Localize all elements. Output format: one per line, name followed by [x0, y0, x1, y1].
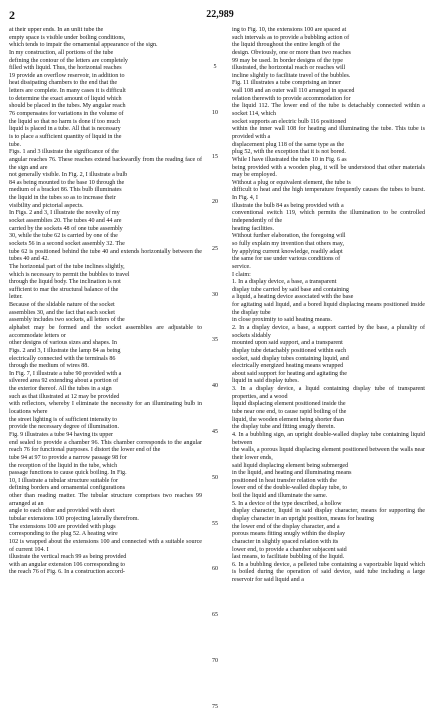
line-number-gutter	[205, 27, 225, 713]
line-number: 20	[212, 199, 218, 205]
line-number: 60	[212, 566, 218, 572]
line-number: 45	[212, 429, 218, 435]
line-number: 75	[212, 704, 218, 710]
line-number: 70	[212, 658, 218, 664]
line-number: 5	[213, 64, 217, 70]
line-number: 35	[212, 337, 218, 343]
line-number: 30	[212, 292, 218, 298]
line-number: 55	[212, 521, 218, 527]
line-number: 25	[212, 246, 218, 252]
patent-number: 22,989	[206, 9, 234, 20]
right-column-text: ing to Fig. 10, the extensions 100 are spaced at such intervals as to provide a bubbling action of the liquid throughout the entire length of the design. Obviously, one or more than two reaches 99 may be used. In border designs of the type illustrated, the horizontal reach or reaches will incline slightly to facilitate travel of the bubbles. Fig. 11 illustrates a tube comprising an inner wall 108 and an outer wall 110 arranged in spaced relation therewith to provide accommodation for the liquid 112. The lower end of the tube is detachably connected within a socket 114, which socket supports an electric bulb 116 positioned within the inner wall 108 for heating and illuminating the tube. This tube is provided with a displacement plug 118 of the same type as the plug 52, with the exception that it is not bored. While I have illustrated the tube 10 in Fig. 6 as being provided with a wooden plug, it will be understood that other materials may be employed. Without a plug or equivalent element, the tube is difficult to heat and the high temperature frequently causes the tubes to burst. In Fig. 4, I illustrate the bulb 84 as being provided with a conventional switch 119, which permits the illumination to be controlled independently of the heating facilities. Without further elaboration, the foregoing will so fully explain my invention that others may, by applying current knowledge, readily adapt the same for use under various conditions of service. I claim: 1. In a display device, a base, a transparent display tube carried by said base and containing a liquid, a heating device associated with the base for agitating said liquid, and a bored liquid displacing means positioned inside the display tube in close proximity to said heating means. 2. In a display device, a base, a support carried by the base, a plurality of sockets slidably mounted upon said support, and a transparent display tube detachably positioned within each socket, said display tubes containing liquid, and electrically energized heating means wrapped about said support for heating and agitating the liquid in said display tubes. 3. In a display device, a liquid containing display tube of transparent properties, and a wood liquid displacing element positioned inside the tube near one end, to cause rapid boiling of the liquid, the wooden element being shorter than the display tube and fitting snugly therein. 4. In a bubbling sign, an upright double-walled display tube containing liquid between the walls, a porous liquid displacing element positioned between the walls near their lower ends, said liquid displacing element being submerged in the liquid, and heating and illuminating means positioned in heat transfer relation with the lower end of the double-walled display tube, to boil the liquid and illuminate the same. 5. In a device of the type described, a hollow display character, liquid in said display character, means for supporting the display character in an upright position, means for heating the lower end of the display character, and a porous means fitting snugly within the display character in slightly spaced relation with its lower end, to provide a chamber subjacent said last means, to facilitate bubbling of the liquid. 6. In a bubbling device, a pelleted tube containing a vaporizable liquid which is boiled during the operation of said device, said tube including a large reservoir for said liquid and a	[232, 27, 425, 584]
line-number: 15	[212, 154, 218, 160]
page-number: 2	[9, 8, 15, 22]
page-header	[9, 8, 431, 22]
line-number: 40	[212, 383, 218, 389]
line-number: 65	[212, 612, 218, 618]
left-column-text: at their upper ends. In an unlit tube the empty space is visible under boiling conditions, which tends to impair the ornamental appearance of the sign. In my construction, all portions of the tube defining the contour of the letters are completely filled with liquid. Thus, the horizontal reaches 19 provide an overflow reservoir, in addition to heat dissipating chambers to the end that the letters are complete. In many cases it is difficult to determine the exact amount of liquid which should be placed in the tubes. My angular reach 76 compensates for variations in the volume of the liquid so that no harm is done if too much liquid is placed in a tube. All that is necessary is to place a sufficient quantity of liquid in the tube. Figs. 1 and 3 illustrate the significance of the angular reaches 76. These reaches extend backwardly from the reading face of the sign and are not generally visible. In Fig. 2, I illustrate a bulb 84 as being mounted to the base 10 through the medium of a bracket 86. This bulb illuminates the liquid in the tubes so as to increase their visibility and pictorial aspects. In Figs. 2 and 3, I illustrate the novelty of my socket assemblies 20. The tubes 40 and 44 are carried by the sockets 48 of one tube assembly 30, while the tube 62 is carried by one of the sockets 56 in a second socket assembly 32. The tube 62 is positioned behind the tube 40 and extends horizontally between the tubes 40 and 42. The horizontal part of the tube inclines slightly, which is necessary to permit the bubbles to travel through the liquid body. The inclination is not sufficient to mar the structural balance of the letter. Because of the slidable nature of the socket assemblies 30, and the fact that each socket assembly includes two sockets, all letters of the alphabet may be formed and the socket assemblies are adjustable to accommodate letters or other designs of various sizes and shapes. In Figs. 2 and 3, I illustrate the lamp 84 as being electrically connected with the terminals 86 through the medium of wires 88. In Fig. 7, I illustrate a tube 90 provided with a silvered area 92 extending about a portion of the exterior thereof. All the tubes in a sign such as that illustrated at 12 may be provided with reflectors, whereby I eliminate the necessity for an illuminating bulb in locations where the street lighting is of sufficient intensity to provide the necessary degree of illumination. Fig. 9 illustrates a tube 94 having its upper end sealed to provide a chamber 96. This chamber corresponds to the angular reach 76 for functional purposes. I distort the lower end of the tube 94 at 97 to provide a narrow passage 98 for the reception of the liquid in the tube, which passage functions to cause quick boiling. In Fig. 10, I illustrate a tubular structure suitable for defining borders and ornamental configurations other than reading matter. The tubular structure comprises two reaches 99 arranged at an angle to each other and provided with short tubular extensions 100 projecting laterally therefrom. The extensions 100 are provided with plugs corresponding to the plug 52. A heating wire 102 is wrapped about the extensions 100 and connected with a suitable source of current 104. I illustrate the vertical reach 99 as being provided with an angular extension 106 corresponding to the reach 76 of Fig. 6. In a construction accord-	[9, 27, 202, 576]
line-number: 50	[212, 475, 218, 481]
line-number: 10	[212, 110, 218, 116]
